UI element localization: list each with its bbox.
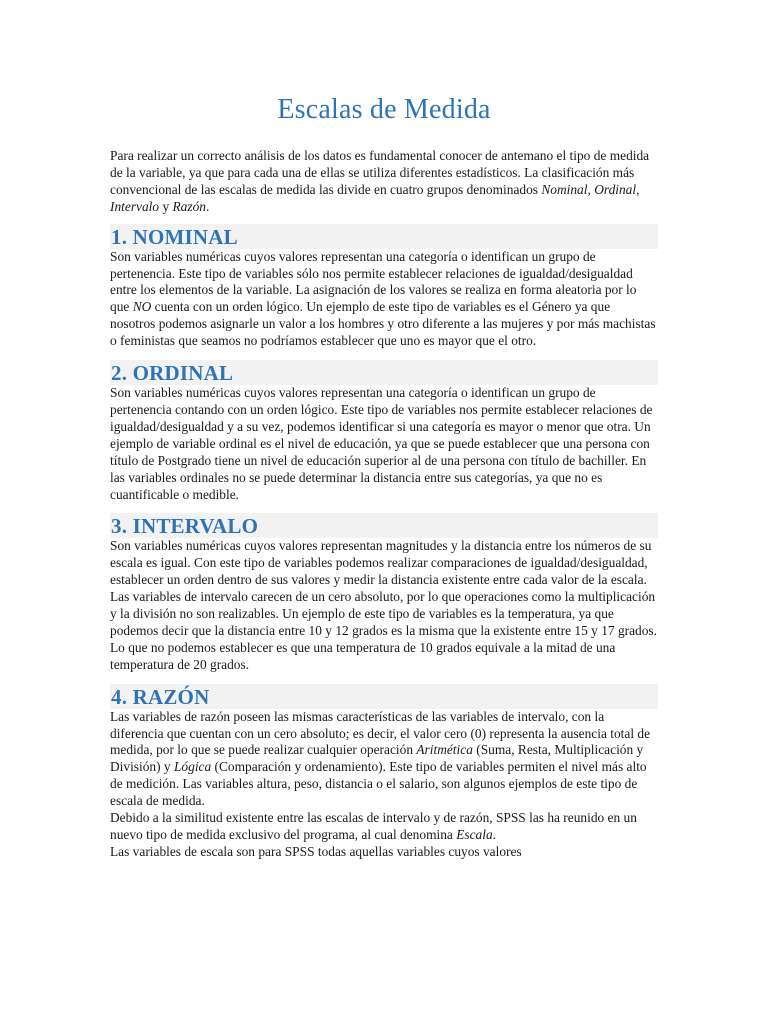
intro-text: Para realizar un correcto análisis de los datos es fundamental conocer de antemano el tipo de medida de la variable, ya que para cada una de ellas se utiliza diferentes estadísticos. La clasificación más convencional de las escalas de medida las divide en cuatro grupos denominados [110, 148, 650, 197]
nominal-text: Son variables numéricas cuyos valores representan una categoría o identifican un grupo de pertenencia. Este tipo de variables sólo nos permite establecer relaciones de igualdad/desigualdad entre los elementos de la variable. La asignación de los valores se realiza en forma aleatoria por lo que [110, 248, 637, 315]
intro-term-ordinal: Ordinal [594, 181, 637, 197]
intro-term-razon: Razón [172, 198, 206, 214]
intro-end: . [205, 198, 210, 214]
section-heading-razon: 4. RAZÓN [110, 684, 658, 709]
document-title: Escalas de Medida [277, 94, 491, 125]
intro-separator: , [636, 181, 640, 197]
razon-text: Las variables de razón poseen las mismas características de las variables de intervalo, con la diferencia que cuentan con un cero absoluto; es decir, el valor cero (0) representa la ausencia total de medida, por lo que se puede realizar cualquier operación [110, 708, 651, 758]
razon-paragraph-escala: Las variables de escala son para SPSS todas aquellas variables cuyos valores [110, 843, 522, 859]
section-heading-ordinal: 2. ORDINAL [110, 360, 658, 385]
intro-separator: , [587, 181, 595, 197]
razon-text-end: (Comparación y ordenamiento). Este tipo de variables permiten el nivel más alto de medición. Las variables altura, peso, distancia o el salario, son algunos ejemplos de este tipo de escala de medida. [110, 759, 647, 809]
section-heading-nominal: 1. NOMINAL [110, 224, 658, 249]
razon-emphasis-logica: Lógica [173, 759, 212, 775]
intro-paragraph [110, 148, 658, 216]
razon-emphasis-aritmetica: Aritmética [416, 742, 473, 758]
nominal-emphasis: NO [132, 299, 152, 315]
spss-text: Debido a la similitud existente entre las escalas de intervalo y de razón, SPSS las ha reunido en un nuevo tipo de medida exclusivo del programa, al cual denomina [110, 810, 637, 842]
document-page [110, 88, 658, 861]
section-body-razon [110, 709, 658, 810]
spss-emphasis-escala: Escala [456, 827, 493, 842]
nominal-text-continued: cuenta con un orden lógico. Un ejemplo de este tipo de variables es el Género ya que nosotros podemos asignarle un valor a los hombres y otro diferente a las mujeres y por más machistas o feministas que seamos no podríamos establecer que uno es mayor que el otro. [110, 299, 656, 349]
section-body-nominal [110, 249, 658, 350]
section-heading-intervalo: 3. INTERVALO [110, 513, 658, 538]
intro-term-intervalo: Intervalo [110, 198, 160, 214]
spss-text-end: . [492, 827, 497, 842]
section-body-ordinal: Son variables numéricas cuyos valores representan una categoría o identifican un grupo de pertenencia contando con un orden lógico. Este tipo de variables nos permite establecer relaciones de igualdad/desigualdad y a su vez, podemos identificar si una categoría es mayor o menor que otra. Un ejemplo de variable ordinal es el nivel de educación, ya que se puede establecer que una persona con título de Postgrado tiene un nivel de educación superior al de una persona con título de bachiller. En las variables ordinales no se puede determinar la distancia entre sus categorías, ya que no es cuantificable o medible. [110, 385, 653, 502]
razon-text-continued: (Suma, Resta, Multiplicación y División) y [110, 742, 644, 775]
intro-term-nominal: Nominal [541, 181, 588, 197]
section-body-intervalo: Son variables numéricas cuyos valores representan magnitudes y la distancia entre los números de su escala es igual. Con este tipo de variables podemos realizar comparaciones de igualdad/desigualdad, establecer un orden dentro de sus valores y medir la distancia existente entre cada valor de la escala. Las variables de intervalo carecen de un cero absoluto, por lo que operaciones como la multiplicación y la división no son realizables. Un ejemplo de este tipo de variables es la temperatura, ya que podemos decir que la distancia entre 10 y 12 grados es la misma que la existente entre 15 y 17 grados. Lo que no podemos establecer es que una temperatura de 10 grados equivale a la mitad de una temperatura de 20 grados. [110, 538, 657, 672]
intro-separator: y [159, 198, 173, 214]
razon-paragraph-spss [110, 810, 658, 844]
